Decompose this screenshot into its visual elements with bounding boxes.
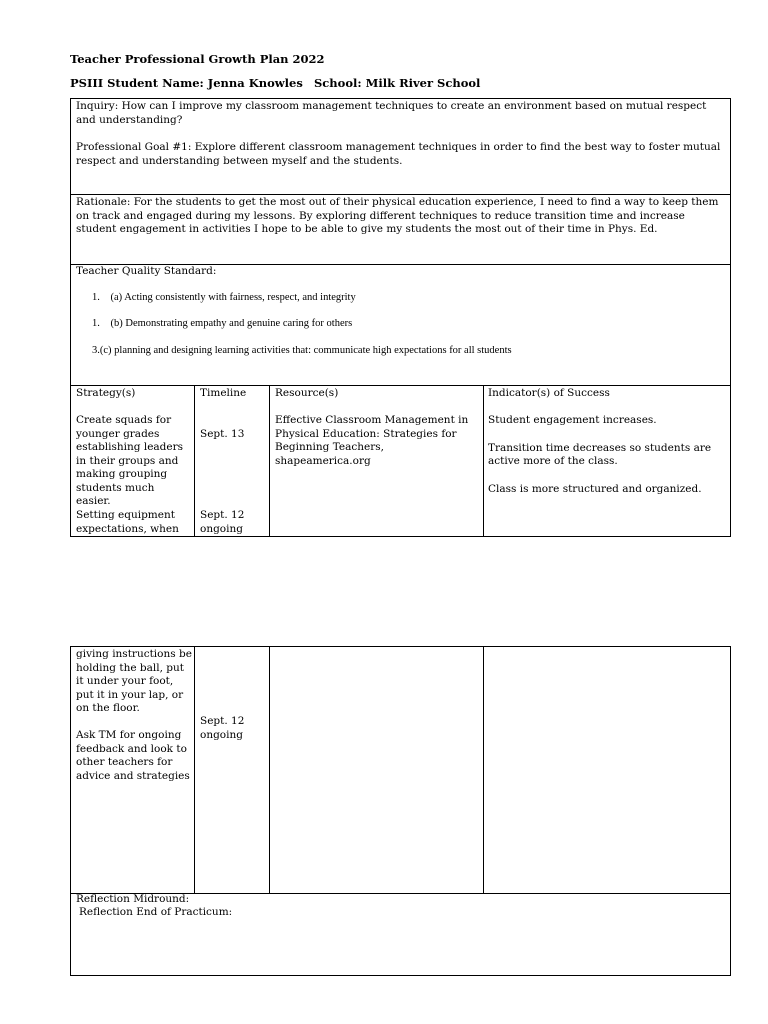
school-name: School: Milk River School [314, 76, 481, 90]
column-divider [269, 385, 270, 537]
inquiry-cell [76, 100, 726, 168]
reflection-midround: Reflection Midround: [76, 893, 190, 905]
plan-table [70, 98, 731, 537]
tqs-item [92, 318, 352, 329]
tqs-heading: Teacher Quality Standard: [76, 265, 217, 277]
strategy-2-continued: giving instructions be holding the ball, put it under your foot, put it in your lap, or on the floor. [76, 648, 192, 714]
inquiry-text: Inquiry: How can I improve my classroom management techniques to create an environment based on mutual respect and understanding? [76, 100, 707, 126]
tqs-item-number: 1. [92, 318, 100, 329]
resource-1: Effective Classroom Management in Physical Education: Strategies for Beginning Teachers, shapeamerica.org [275, 414, 469, 467]
timeline-1: Sept. 13 [200, 428, 245, 440]
tqs-item-3: 3.(c) planning and designing learning activities that: communicate high expectations for all students [92, 345, 512, 356]
strategy-1: Create squads for younger grades establishing leaders in their groups and making grouping students much easier. [76, 414, 184, 507]
divider [71, 385, 730, 386]
strategy-3: Ask TM for ongoing feedback and look to other teachers for advice and strategies [76, 729, 190, 782]
header-indicator: Indicator(s) of Success [488, 387, 610, 399]
column-divider [269, 647, 270, 893]
column-divider [483, 385, 484, 537]
indicator-item: Transition time decreases so students are active more of the class. [488, 441, 712, 467]
student-name: PSIII Student Name: Jenna Knowles [70, 76, 303, 90]
indicator-item: Class is more structured and organized. [488, 482, 702, 495]
indicator-list [488, 414, 728, 496]
header-strategy: Strategy(s) [76, 387, 136, 399]
header-resource: Resource(s) [275, 387, 339, 399]
tqs-item-text: (b) Demonstrating empathy and genuine caring for others [110, 318, 353, 329]
tqs-item-number: 1. [92, 292, 100, 303]
tqs-item [92, 292, 356, 303]
tqs-item-text: (a) Acting consistently with fairness, respect, and integrity [110, 292, 356, 303]
timeline-2: Sept. 12 ongoing [200, 509, 245, 535]
column-divider [483, 647, 484, 893]
timeline-3: Sept. 12 ongoing [200, 715, 245, 741]
rationale-text: Rationale: For the students to get the most out of their physical education experience, I need to find a way to keep them on track and engaged during my lessons. By exploring different techniques to reduce transition time and increase student engagement in activities I hope to be able to give my students the most out of their time in Phys. Ed. [76, 196, 719, 235]
professional-goal-text: Professional Goal #1: Explore different classroom management techniques in order to find the best way to foster mutual respect and understanding between myself and the students. [76, 141, 721, 167]
indicator-item: Student engagement increases. [488, 414, 657, 426]
reflection-end: Reflection End of Practicum: [79, 906, 233, 918]
divider [71, 194, 730, 195]
document-title: Teacher Professional Growth Plan 2022 [70, 52, 325, 66]
header-timeline: Timeline [200, 387, 247, 399]
column-divider [194, 385, 195, 537]
strategy-2-start: Setting equipment expectations, when [76, 509, 179, 535]
column-divider [194, 647, 195, 893]
plan-table-continued [70, 646, 731, 976]
